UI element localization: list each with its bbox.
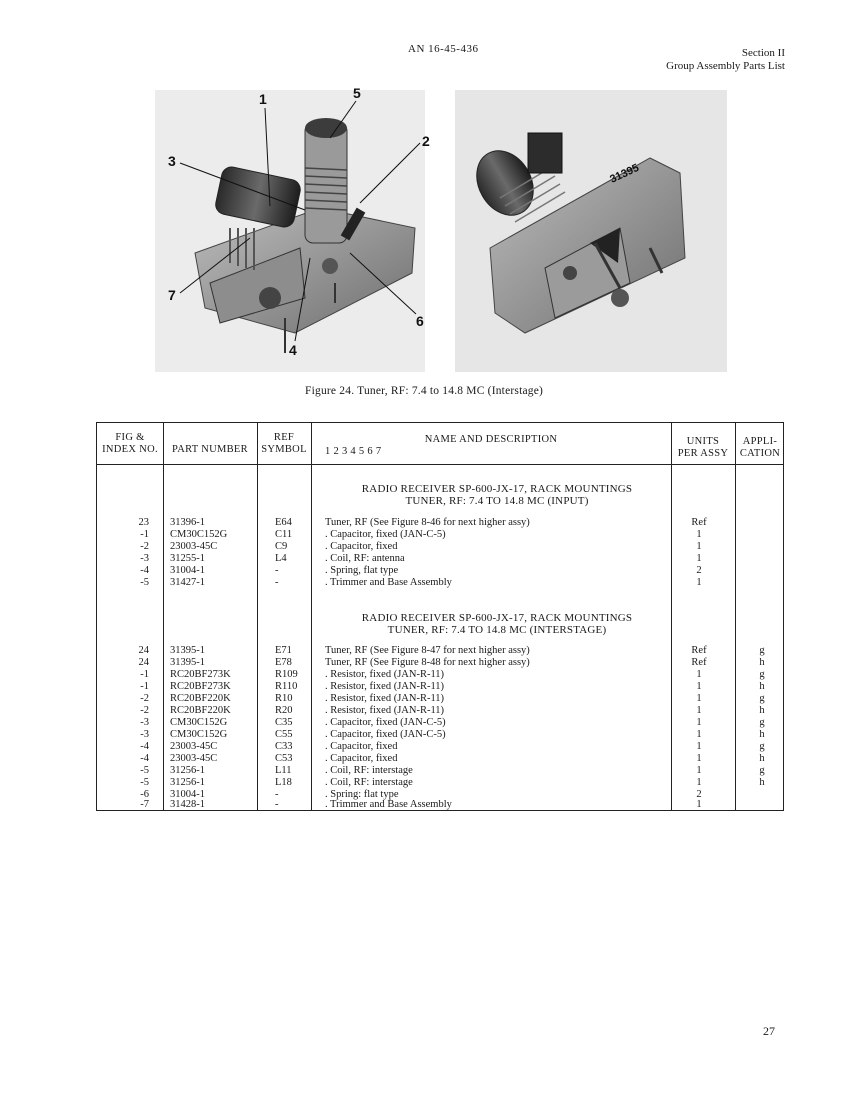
col-header-name-description: NAME AND DESCRIPTION 1 2 3 4 5 6 7	[311, 434, 671, 458]
col-header-ref-symbol: REF SYMBOL	[261, 432, 307, 455]
column-divider	[163, 423, 164, 810]
callout-7: 7	[168, 287, 176, 303]
col-header-fig-index: FIG & INDEX NO.	[102, 432, 158, 455]
callout-1: 1	[259, 91, 267, 107]
indent-levels: 1 2 3 4 5 6 7	[325, 446, 382, 457]
column-divider	[735, 423, 736, 810]
right-capacitor	[528, 133, 562, 173]
section-subtitle: TUNER, RF: 7.4 TO 14.8 MC (INPUT)	[405, 495, 589, 507]
tuner-photographs	[150, 88, 730, 378]
page-number: 27	[763, 1024, 775, 1038]
figure-photos	[150, 88, 730, 378]
header-divider	[97, 464, 783, 465]
callout-4: 4	[289, 342, 297, 358]
callout-3: 3	[168, 153, 176, 169]
col-header-part-number: PART NUMBER	[172, 444, 248, 455]
section-label: Section II	[741, 47, 785, 59]
part-stamp: 31395	[608, 161, 641, 186]
col-header-application: APPLI- CATION	[739, 436, 781, 459]
section-header	[666, 47, 785, 73]
col-header-units: UNITS PER ASSY	[677, 436, 729, 459]
column-divider	[257, 423, 258, 810]
callout-2: 2	[422, 133, 430, 149]
doc-number: AN 16-45-436	[408, 43, 479, 55]
parts-list-table: FIG & INDEX NO. PART NUMBER REF SYMBOL NAME AND DESCRIPTION 1 2 3 4 5 6 7 UNITS PER ASSY APPLI- CATION RADIO RECEIVER SP-600-JX-17, RACK MOUNTINGS TUNER, RF: 7.4 TO 14.8 MC (INPUT) 23 31396-1 E64 Tuner, RF (See Figure 8-46 for next higher assy) Ref -1 CM30C152G C11 . Capacitor, fixed (JAN-C-5) 1 -2 23003-45C C9 . Capacitor, fixed 1 -3 31255-1 L4 . Coil, RF: antenna 1 -4 31004-1 - . Spring, flat type 2 -5 31427-1 - . Trimmer and Base Assembly 1 RADIO RECEIVER SP-600-JX-17, RACK MOUNTINGS TUNER, RF: 7.4 TO 14.8 MC (INTERSTAGE) 24 31395-1 E71 Tuner, RF (See Figure 8-47 for next higher assy) Ref g 24 31395-1 E78 Tuner, RF (See Figure 8-48 for next higher assy) Ref h -1 RC20BF273K R109 . Resistor, fixed (JAN-R-11) 1 g -1 RC20BF273K R110 . Resistor, fixed (JAN-R-11) 1 h -2 RC20BF220K R10 . Resistor, fixed (JAN-R-11) 1 g -2 RC20BF220K R20 . Resistor, fixed (JAN-R-11) 1 h -3 CM30C152G C35 . Capacitor, fixed (JAN-C-5) 1 g -3 CM30C152G C55 . Capacitor, fixed (JAN-C-5) 1 h -4 23003-45C C33 . Capacitor, fixed 1 g -4 23003-45C C53 . Capacitor, fixed 1 h -5 31256-1 L11 . Coil, RF: interstage 1 g -5 31256-1 L18 . Coil, RF: interstage 1 h -6 31004-1 - . Spring: flat type 2 -7 31428-1 - . Trimmer and Base Assembly 1	[96, 422, 784, 811]
section-subtitle: TUNER, RF: 7.4 TO 14.8 MC (INTERSTAGE)	[387, 624, 607, 636]
callout-5: 5	[353, 88, 361, 101]
section-title: RADIO RECEIVER SP-600-JX-17, RACK MOUNTINGS	[361, 612, 633, 624]
section-title: Group Assembly Parts List	[666, 60, 785, 72]
figure-caption: Figure 24. Tuner, RF: 7.4 to 14.8 MC (Interstage)	[305, 385, 544, 397]
section-title: RADIO RECEIVER SP-600-JX-17, RACK MOUNTINGS	[361, 483, 633, 495]
left-coil-form	[305, 123, 347, 243]
callout-6: 6	[416, 313, 424, 329]
